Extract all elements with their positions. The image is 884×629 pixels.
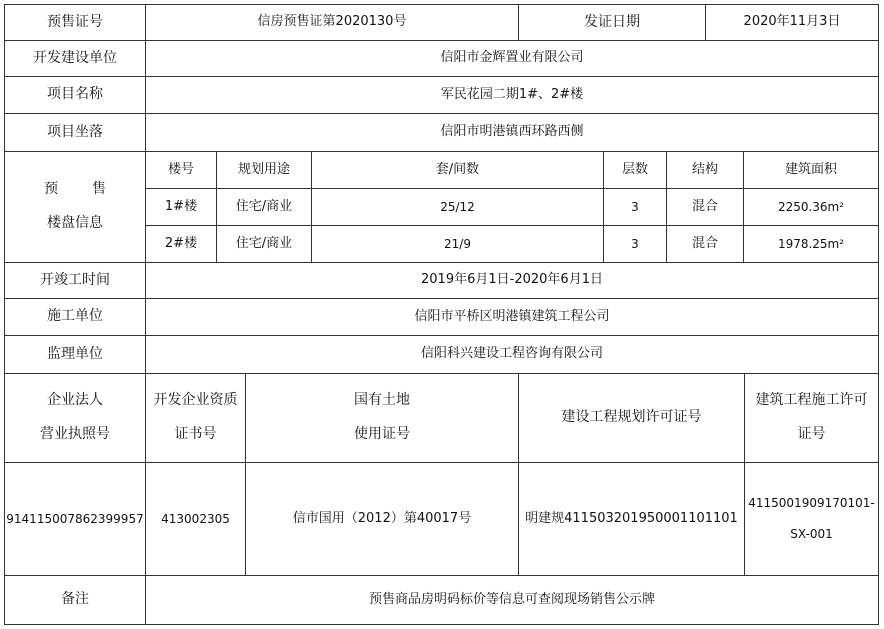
supervisor-label: 监理单位: [4, 335, 146, 374]
project-location-value: 信阳市明港镇西环路西侧: [145, 113, 879, 152]
table-row-1-units: 25/12: [311, 188, 604, 226]
developer-label: 开发建设单位: [4, 40, 146, 77]
table-row-2-floors: 3: [603, 225, 667, 263]
table-row-1-building: 1#楼: [145, 188, 217, 226]
presale-info-label: [4, 151, 146, 263]
table-row-2-units: 21/9: [311, 225, 604, 263]
issue-date-label: 发证日期: [518, 4, 706, 41]
project-location-label: 项目坐落: [4, 113, 146, 152]
table-row-2-use: 住宅/商业: [216, 225, 312, 263]
construction-permit-value-line2: SX-001: [790, 527, 833, 541]
cert-no-label: 预售证号: [4, 4, 146, 41]
project-name-value: 军民花园二期1#、2#楼: [145, 76, 879, 114]
qualification-cert-header-line1: 开发企业资质: [153, 392, 238, 409]
remarks-label: 备注: [4, 575, 146, 625]
table-row-1-use: 住宅/商业: [216, 188, 312, 226]
remarks-value: 预售商品房明码标价等信息可查阅现场销售公示牌: [145, 575, 879, 625]
cert-no-value: 信房预售证第2020130号: [145, 4, 519, 41]
table-row-2-building: 2#楼: [145, 225, 217, 263]
construction-permit-header-line1: 建筑工程施工许可: [755, 392, 868, 409]
header-units: 套/间数: [311, 151, 604, 189]
contractor-value: 信阳市平桥区明港镇建筑工程公司: [145, 298, 879, 336]
construction-permit-header: [744, 373, 879, 463]
construction-period-label: 开竣工时间: [4, 262, 146, 299]
presale-info-label-line1: 预售: [44, 181, 140, 198]
table-row-2-area: 1978.25m²: [743, 225, 879, 263]
land-cert-header-line1: 国有土地: [354, 392, 410, 409]
business-license-header-line1: 企业法人: [47, 392, 103, 409]
supervisor-value: 信阳科兴建设工程咨询有限公司: [145, 335, 879, 374]
presale-info-label-line2: 楼盘信息: [47, 215, 103, 231]
land-cert-header-line2: 使用证号: [354, 426, 410, 442]
construction-permit-value-line1: 4115001909170101-: [748, 496, 875, 511]
construction-permit-value: [744, 462, 879, 576]
header-floors: 层数: [603, 151, 667, 189]
qualification-cert-header-line2: 证书号: [174, 426, 217, 442]
issue-date-value: 2020年11月3日: [705, 4, 879, 41]
construction-period-value: 2019年6月1日-2020年6月1日: [145, 262, 879, 299]
header-planned-use: 规划用途: [216, 151, 312, 189]
header-building-no: 楼号: [145, 151, 217, 189]
business-license-header-line2: 营业执照号: [40, 426, 110, 442]
planning-permit-header: 建设工程规划许可证号: [518, 373, 745, 463]
table-row-1-structure: 混合: [666, 188, 744, 226]
qualification-cert-header: [145, 373, 246, 463]
qualification-cert-value: 413002305: [145, 462, 246, 576]
table-row-2-structure: 混合: [666, 225, 744, 263]
land-cert-value: 信市国用（2012）第40017号: [245, 462, 519, 576]
planning-permit-value: 明建规411503201950001101101: [518, 462, 745, 576]
header-structure: 结构: [666, 151, 744, 189]
project-name-label: 项目名称: [4, 76, 146, 114]
table-row-1-floors: 3: [603, 188, 667, 226]
developer-value: 信阳市金辉置业有限公司: [145, 40, 879, 77]
contractor-label: 施工单位: [4, 298, 146, 336]
table-row-1-area: 2250.36m²: [743, 188, 879, 226]
header-floor-area: 建筑面积: [743, 151, 879, 189]
business-license-value: 914115007862399957: [4, 462, 146, 576]
construction-permit-header-line2: 证号: [797, 426, 826, 442]
business-license-header: [4, 373, 146, 463]
land-cert-header: [245, 373, 519, 463]
